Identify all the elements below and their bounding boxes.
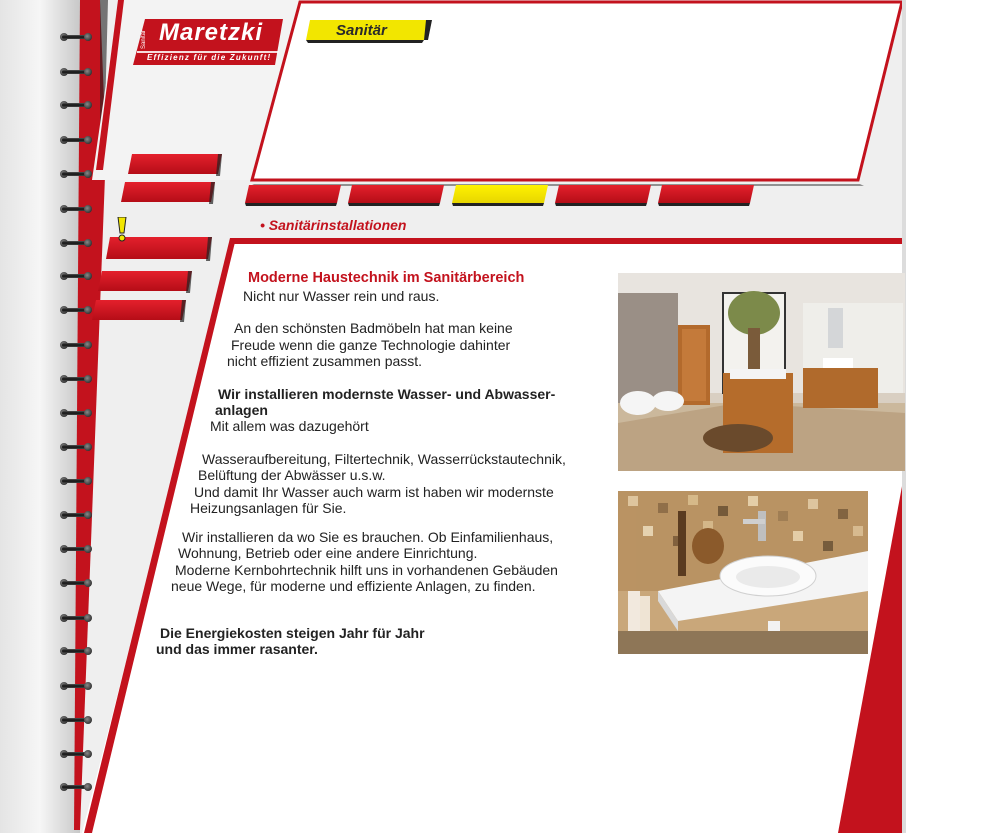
ring-icon — [62, 341, 92, 349]
ring-icon — [62, 239, 92, 247]
text-line: anlagen — [215, 402, 268, 418]
ring-icon — [62, 33, 92, 41]
ring-icon — [62, 545, 92, 553]
ring-icon — [62, 136, 92, 144]
section-tag — [306, 20, 426, 42]
nav-button-4[interactable] — [555, 185, 655, 207]
text-line: neue Wege, für moderne und effiziente Anlagen, zu finden. — [171, 578, 536, 594]
bathroom-photo — [618, 273, 905, 471]
ring-icon — [62, 375, 92, 383]
ring-icon — [62, 716, 92, 724]
text-line: Belüftung der Abwässer u.s.w. — [198, 467, 386, 483]
breadcrumb[interactable]: • Sanitärinstallationen — [260, 217, 407, 233]
text-line: Mit allem was dazugehört — [210, 418, 369, 434]
side-button-5[interactable] — [92, 300, 188, 324]
nav-button-2[interactable] — [348, 185, 448, 207]
ring-icon — [62, 170, 92, 178]
ring-icon — [62, 783, 92, 791]
brand-logo[interactable] — [133, 19, 283, 65]
ring-icon — [62, 409, 92, 417]
ring-icon — [62, 443, 92, 451]
ring-icon — [62, 647, 92, 655]
nav-button-1[interactable] — [245, 185, 345, 207]
ring-icon — [62, 511, 92, 519]
nav-button-5[interactable] — [658, 185, 758, 207]
ring-icon — [62, 101, 92, 109]
ring-icon — [62, 68, 92, 76]
nav-button-3-active[interactable] — [452, 185, 552, 207]
exclamation-icon — [114, 217, 130, 243]
text-line: Wir installieren modernste Wasser- und Abwasser- — [218, 386, 556, 402]
text-line: und das immer rasanter. — [156, 641, 318, 657]
page-title: Moderne Haustechnik im Sanitärbereich — [248, 270, 525, 286]
text-line: Und damit Ihr Wasser auch warm ist haben wir modernste — [194, 484, 554, 500]
side-button-1[interactable] — [128, 154, 224, 178]
logo-name: Maretzki — [159, 19, 264, 46]
ring-icon — [62, 205, 92, 213]
ring-icon — [62, 579, 92, 587]
text-line: Moderne Kernbohrtechnik hilft uns in vorhandenen Gebäuden — [175, 562, 558, 578]
spiral-binding — [0, 0, 100, 833]
text-line: Heizungsanlagen für Sie. — [190, 500, 347, 516]
side-button-4[interactable] — [98, 271, 194, 295]
text-line: Wir installieren da wo Sie es brauchen. Ob Einfamilienhaus, — [182, 529, 554, 545]
washbasin-photo — [618, 491, 868, 654]
text-line: An den schönsten Badmöbeln hat man keine — [234, 320, 513, 336]
logo-small-text: Sanitär — [141, 29, 147, 49]
ring-icon — [62, 306, 92, 314]
text-line: Wasseraufbereitung, Filtertechnik, Wasserrückstautechnik, — [202, 451, 566, 467]
text-line: Freude wenn die ganze Technologie dahinter — [231, 337, 511, 353]
text-line: nicht effizient zusammen passt. — [227, 353, 423, 369]
text-line: Die Energiekosten steigen Jahr für Jahr — [160, 625, 425, 641]
logo-tagline: Effizienz für die Zukunft! — [147, 53, 272, 62]
ring-icon — [62, 750, 92, 758]
side-button-2[interactable] — [121, 182, 217, 206]
ring-icon — [62, 682, 92, 690]
ring-icon — [62, 614, 92, 622]
text-line: Nicht nur Wasser rein und raus. — [243, 288, 440, 304]
ring-icon — [62, 477, 92, 485]
section-tag-label: Sanitär — [336, 22, 387, 39]
ring-icon — [62, 272, 92, 280]
text-line: Wohnung, Betrieb oder eine andere Einrichtung. — [178, 545, 478, 561]
